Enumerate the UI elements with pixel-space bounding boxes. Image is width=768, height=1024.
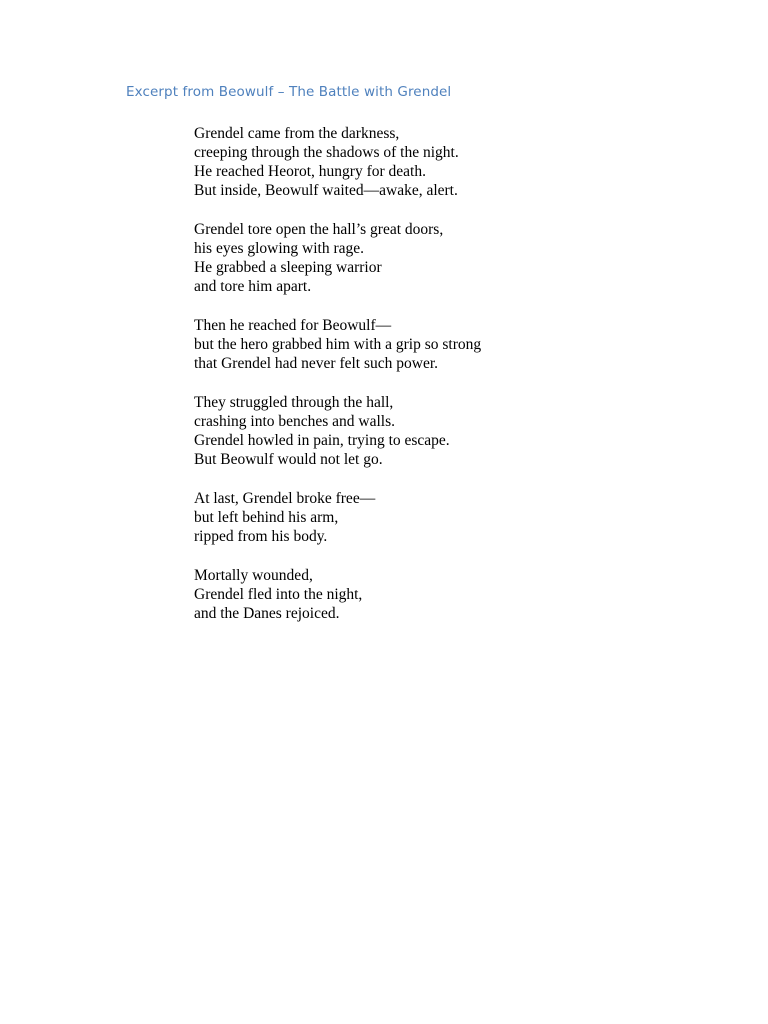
document-heading: Excerpt from Beowulf – The Battle with Grendel — [126, 84, 452, 100]
poem-line: but left behind his arm, — [194, 509, 339, 526]
stanza-4 — [194, 393, 674, 469]
poem-line: creeping through the shadows of the night. — [194, 144, 459, 161]
poem-line: but the hero grabbed him with a grip so strong — [194, 336, 482, 353]
stanza-2 — [194, 220, 674, 296]
poem-line: He grabbed a sleeping warrior — [194, 259, 382, 276]
poem-line: Grendel came from the darkness, — [194, 125, 400, 142]
stanza-1 — [194, 124, 674, 200]
stanza-6 — [194, 566, 674, 623]
poem-line: Mortally wounded, — [194, 567, 313, 584]
poem-line: and the Danes rejoiced. — [194, 605, 340, 622]
stanza-5 — [194, 489, 674, 546]
poem-line: At last, Grendel broke free— — [194, 490, 376, 507]
poem-line: and tore him apart. — [194, 278, 312, 295]
poem-line: ripped from his body. — [194, 528, 328, 545]
poem-line: But Beowulf would not let go. — [194, 451, 383, 468]
poem-line: that Grendel had never felt such power. — [194, 355, 439, 372]
poem-line: They struggled through the hall, — [194, 394, 394, 411]
poem-body — [194, 124, 674, 643]
poem-line: Grendel tore open the hall’s great doors, — [194, 221, 444, 238]
poem-line: He reached Heorot, hungry for death. — [194, 163, 426, 180]
poem-line: his eyes glowing with rage. — [194, 240, 365, 257]
poem-line: Grendel howled in pain, trying to escape. — [194, 432, 450, 449]
stanza-3 — [194, 316, 674, 373]
poem-line: Then he reached for Beowulf— — [194, 317, 392, 334]
poem-line: crashing into benches and walls. — [194, 413, 396, 430]
poem-line: Grendel fled into the night, — [194, 586, 363, 603]
poem-line: But inside, Beowulf waited—awake, alert. — [194, 182, 458, 199]
